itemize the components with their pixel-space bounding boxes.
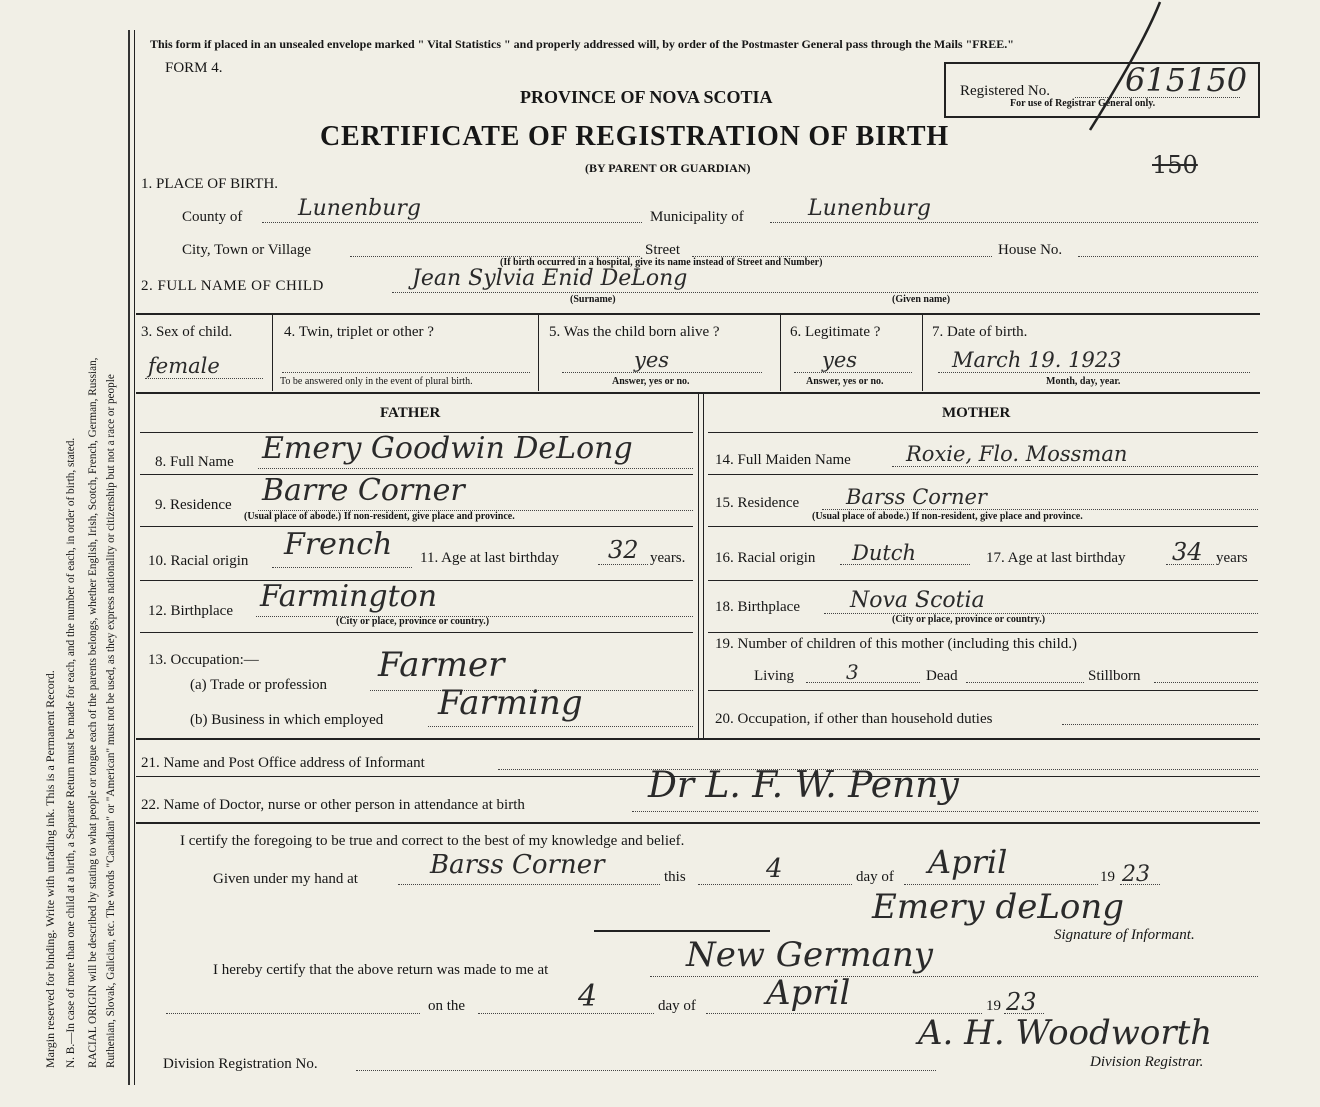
mother-age-value: 34: [1172, 538, 1203, 566]
father-birthplace-label: 12. Birthplace: [148, 603, 233, 619]
county-label: County of: [182, 209, 243, 225]
mother-heading: MOTHER: [942, 405, 1011, 421]
father-residence-caption: (Usual place of abode.) If non-resident, give place and province.: [244, 511, 515, 522]
return-day-of: day of: [658, 998, 696, 1014]
house-label: House No.: [998, 242, 1063, 258]
return-place-line: [650, 976, 1258, 977]
doctor-label: 22. Name of Doctor, nurse or other person in attendance at birth: [141, 797, 525, 813]
hospital-note: (If birth occurred in a hospital, give its name instead of Street and Number): [500, 257, 823, 268]
father-residence-label: 9. Residence: [155, 497, 232, 513]
street-label: Street: [645, 242, 680, 258]
child-name-line: [392, 292, 1258, 293]
mother-residence-caption: (Usual place of abode.) If non-resident, give place and province.: [812, 511, 1083, 522]
mother-years: years: [1216, 550, 1248, 566]
given-month: April: [928, 843, 1008, 881]
row-rule-cert: [136, 822, 1260, 824]
return-day: 4: [578, 979, 598, 1014]
twin-note: To be answered only in the event of plural birth.: [280, 376, 473, 387]
col-divider-4: [922, 315, 923, 391]
day-line: [698, 884, 852, 885]
alive-caption: Answer, yes or no.: [612, 376, 690, 387]
parents-divider-2: [703, 394, 704, 738]
division-registration-label: Division Registration No.: [163, 1056, 318, 1072]
trade-label: (a) Trade or profession: [190, 677, 328, 693]
day-of-label: day of: [856, 869, 894, 885]
municipality-label: Municipality of: [650, 209, 744, 225]
margin-note-multiple-births: N. B.—In case of more than one child at a birth, a Separate Return must be made for each, and the number of each, in order of birth, stated.: [65, 437, 77, 1068]
mother-name-line: [892, 466, 1258, 467]
registrar-signature: A. H. Woodworth: [918, 1013, 1213, 1053]
dead-label: Dead: [926, 668, 958, 684]
mother-occupation-line: [1062, 724, 1258, 725]
father-race-value: French: [284, 527, 393, 562]
county-value: Lunenburg: [298, 196, 421, 221]
dob-caption: Month, day, year.: [1046, 376, 1121, 387]
county-line: [262, 222, 642, 223]
return-month: April: [766, 973, 851, 1013]
on-the-label: on the: [428, 998, 466, 1014]
stillborn-line: [1154, 682, 1258, 683]
mother-residence-line: [822, 509, 1258, 510]
father-years: years.: [650, 550, 686, 566]
mother-race-label: 16. Racial origin: [715, 550, 816, 566]
municipality-line: [770, 222, 1258, 223]
child-name-label: 2. FULL NAME OF CHILD: [141, 278, 324, 294]
return-day-line: [478, 1013, 654, 1014]
certify-statement: I certify the foregoing to be true and correct to the best of my knowledge and belief.: [180, 833, 685, 849]
mother-name-label: 14. Full Maiden Name: [715, 452, 851, 468]
doctor-line: [632, 811, 1258, 812]
form-left-border: [134, 30, 135, 1085]
mother-rule-2: [708, 474, 1258, 475]
father-name-line: [258, 468, 693, 469]
legitimate-label: 6. Legitimate ?: [790, 324, 881, 340]
mother-rule-5: [708, 632, 1258, 633]
trade-value: Farmer: [378, 645, 505, 685]
col-divider-2: [538, 315, 539, 391]
mother-birthplace-caption: (City or place, province or country.): [892, 614, 1046, 625]
return-line-left: [166, 1013, 420, 1014]
margin-note-binding: Margin reserved for binding. Write with unfading ink. This is a Permanent Record.: [43, 670, 57, 1068]
house-line: [1078, 256, 1258, 257]
business-line: [428, 726, 693, 727]
given-place-line: [398, 884, 660, 885]
father-name-value: Emery Goodwin DeLong: [262, 431, 633, 466]
occupation-label: 13. Occupation:—: [148, 652, 259, 668]
given-place: Barss Corner: [430, 850, 605, 880]
sex-line: [145, 378, 263, 379]
father-age-line: [598, 564, 648, 565]
municipality-value: Lunenburg: [808, 196, 931, 221]
alive-label: 5. Was the child born alive ?: [549, 324, 720, 340]
sex-label: 3. Sex of child.: [141, 324, 233, 340]
given-name-caption: (Given name): [892, 294, 951, 305]
children-label: 19. Number of children of this mother (including this child.): [715, 636, 1078, 652]
mother-name-value: Roxie, Flo. Mossman: [906, 442, 1128, 466]
father-race-line: [272, 567, 412, 568]
mother-rule-4: [708, 580, 1258, 581]
living-value: 3: [846, 660, 859, 684]
return-place: New Germany: [686, 935, 933, 975]
registered-label: Registered No.: [960, 83, 1050, 99]
living-label: Living: [754, 668, 794, 684]
father-heading: FATHER: [380, 405, 441, 421]
legitimate-caption: Answer, yes or no.: [806, 376, 884, 387]
mother-rule-3: [708, 526, 1258, 527]
margin-note-racial-origin-cont: Ruthenian, Slovak, Galician, etc. The words "Canadian" or "American" must not be used, as they express nationality or citizenship but not a race or people: [105, 374, 117, 1068]
city-label: City, Town or Village: [182, 242, 312, 258]
row-rule-21: [136, 738, 1260, 740]
return-year-prefix: 19: [986, 998, 1001, 1014]
given-day: 4: [766, 854, 783, 884]
registered-number: 615150: [1125, 61, 1248, 99]
mother-residence-value: Barss Corner: [846, 485, 987, 509]
father-race-label: 10. Racial origin: [148, 553, 249, 569]
alive-line: [562, 372, 762, 373]
father-age-label: 11. Age at last birthday: [420, 550, 559, 566]
this-label: this: [664, 869, 686, 885]
margin-rule: [128, 30, 130, 1085]
father-birthplace-caption: (City or place, province or country.): [336, 616, 490, 627]
legitimate-value: yes: [822, 348, 858, 372]
registrar-note: For use of Registrar General only.: [1010, 98, 1156, 109]
father-name-label: 8. Full Name: [155, 454, 234, 470]
legitimate-line: [794, 372, 912, 373]
informant-label: 21. Name and Post Office address of Informant: [141, 755, 425, 771]
mother-age-label: 17. Age at last birthday: [986, 550, 1126, 566]
father-rule-3: [140, 526, 693, 527]
given-year: 23: [1122, 862, 1150, 887]
mother-birthplace-label: 18. Birthplace: [715, 599, 800, 615]
mother-rule-1: [708, 432, 1258, 433]
margin-note-racial-origin: RACIAL ORIGIN will be described by stating to what people or tongue each of the parents belongs, whether English, Irish, Scotch, French, German, Russian,: [87, 357, 99, 1068]
division-registration-line: [356, 1070, 936, 1071]
col-divider-3: [780, 315, 781, 391]
stillborn-label: Stillborn: [1088, 668, 1141, 684]
dob-line: [938, 372, 1250, 373]
father-residence-value: Barre Corner: [262, 473, 465, 508]
doctor-value: Dr L. F. W. Penny: [648, 765, 959, 806]
dob-label: 7. Date of birth.: [932, 324, 1028, 340]
child-name-value: Jean Sylvia Enid DeLong: [412, 266, 688, 291]
col-divider-1: [272, 315, 273, 391]
corner-mark: 150: [1152, 151, 1198, 179]
registrar-caption: Division Registrar.: [1090, 1054, 1204, 1070]
informant-signature: Emery deLong: [872, 887, 1125, 927]
province-heading: PROVINCE OF NOVA SCOTIA: [520, 87, 773, 107]
mother-occupation-label: 20. Occupation, if other than household duties: [715, 711, 993, 727]
father-rule-5: [140, 632, 693, 633]
father-age-value: 32: [608, 536, 639, 564]
dob-value: March 19. 1923: [952, 348, 1122, 372]
given-label: Given under my hand at: [213, 871, 358, 887]
sex-value: female: [148, 354, 220, 378]
postal-notice: This form if placed in an unsealed envelope marked " Vital Statistics " and properly addressed will, by order of the Postmaster General pass through the Mails "FREE.": [150, 37, 1014, 51]
signature-caption: Signature of Informant.: [1054, 927, 1195, 943]
return-label: I hereby certify that the above return was made to me at: [213, 962, 549, 978]
certificate-subtitle: (BY PARENT OR GUARDIAN): [585, 161, 751, 175]
alive-value: yes: [634, 348, 670, 372]
twin-line: [282, 372, 530, 373]
return-year: 23: [1006, 988, 1037, 1016]
mother-residence-label: 15. Residence: [715, 495, 800, 511]
twin-label: 4. Twin, triplet or other ?: [284, 324, 434, 340]
business-value: Farming: [438, 683, 583, 723]
mother-rule-6: [708, 690, 1258, 691]
place-heading: 1. PLACE OF BIRTH.: [141, 176, 279, 192]
row-rule-top: [136, 313, 1260, 315]
living-line: [806, 682, 920, 683]
month-line: [904, 884, 1098, 885]
mother-race-value: Dutch: [852, 541, 917, 565]
year-prefix: 19: [1100, 869, 1115, 885]
parents-divider: [698, 394, 699, 738]
business-label: (b) Business in which employed: [190, 712, 384, 728]
dead-line: [966, 682, 1084, 683]
father-birthplace-value: Farmington: [260, 579, 438, 614]
surname-caption: (Surname): [570, 294, 616, 305]
registrar-pen-stroke: [1085, 0, 1165, 140]
mother-birthplace-value: Nova Scotia: [850, 588, 985, 613]
form-number: FORM 4.: [165, 60, 223, 76]
certificate-title: CERTIFICATE OF REGISTRATION OF BIRTH: [320, 121, 949, 152]
separator-rule: [594, 930, 770, 932]
